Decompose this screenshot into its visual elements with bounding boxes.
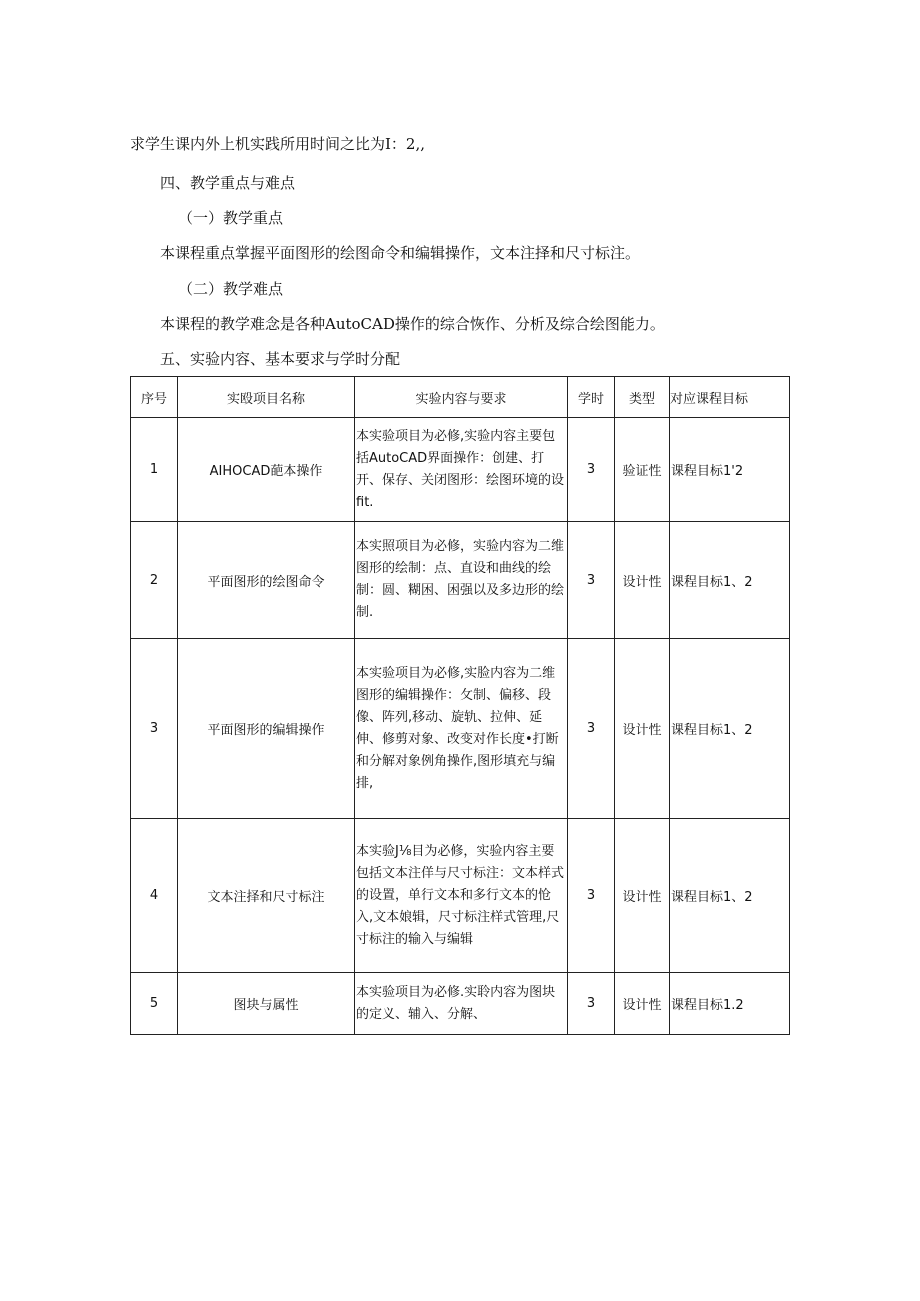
cell-goal: 课程目标1'2	[670, 418, 790, 522]
cell-name: 文本注择和尺寸标注	[178, 819, 355, 973]
subheading-key: （一）教学重点	[178, 209, 284, 227]
cell-name: 平面图形的编辑操作	[178, 639, 355, 819]
table-header-row	[131, 377, 790, 418]
table-row	[131, 639, 790, 819]
header-no: 序号	[131, 377, 178, 418]
cell-type: 设计性	[615, 522, 670, 639]
cell-hours: 3	[568, 418, 615, 522]
cell-type: 设计性	[615, 639, 670, 819]
table-row	[131, 522, 790, 639]
para-time-ratio: 求学生课内外上机实践所用时间之比为I：2,,	[130, 135, 426, 153]
cell-no: 2	[131, 522, 178, 639]
subheading-difficult: （二）教学难点	[178, 280, 284, 298]
cell-name: AIHOCAD葩本操作	[178, 418, 355, 522]
cell-no: 3	[131, 639, 178, 819]
cell-goal: 课程目标1.2	[670, 973, 790, 1035]
cell-goal: 课程目标1、2	[670, 819, 790, 973]
cell-type: 验证性	[615, 418, 670, 522]
cell-type: 设计性	[615, 973, 670, 1035]
cell-type: 设计性	[615, 819, 670, 973]
para-difficult: 本课程的教学难念是各种AutoCAD操作的综合恢作、分析及综合绘图能力。	[160, 315, 665, 333]
cell-no: 5	[131, 973, 178, 1035]
cell-hours: 3	[568, 639, 615, 819]
heading-experiments: 五、实验内容、基本要求与学时分配	[160, 350, 401, 368]
cell-hours: 3	[568, 522, 615, 639]
header-name: 实殴项目名称	[178, 377, 355, 418]
cell-content: 本实验项目为必修,实脸内容为二维图形的编辑操作：攵制、偏移、段像、阵列,移动、旋轨、拉伸、延伸、修剪对象、改变对作长度•打断和分解对象例角操作,图形填充与编排,	[355, 639, 568, 819]
cell-hours: 3	[568, 973, 615, 1035]
cell-name: 平面图形的绘图命令	[178, 522, 355, 639]
header-type: 类型	[615, 377, 670, 418]
table-row	[131, 973, 790, 1035]
para-key: 本课程重点掌握平面图形的绘图命令和编辑操作，文本注择和尺寸标注。	[160, 244, 641, 262]
cell-goal: 课程目标1、2	[670, 639, 790, 819]
cell-no: 4	[131, 819, 178, 973]
cell-no: 1	[131, 418, 178, 522]
cell-hours: 3	[568, 819, 615, 973]
experiment-table	[130, 376, 790, 1035]
cell-goal: 课程目标1、2	[670, 522, 790, 639]
cell-content: 本实照项目为必修，实验内容为二维图形的绘制：点、直设和曲线的绘制：圆、糊困、困强以及多边形的绘制.	[355, 522, 568, 639]
cell-content: 本实验项目为必修,实验内容主要包括AutoCAD界面操作：创建、打开、保存、关闭图形：绘图环境的设fit.	[355, 418, 568, 522]
cell-content: 本实验J⅛目为必修，实验内容主要包括文本注佯与尺寸标注：文本样式的设置，单行文本和多行文本的怆入,文本娘辑，尺寸标注样式管理,尺寸标注的输入与编辑	[355, 819, 568, 973]
cell-content: 本实验项目为必修.实聆内容为图块的定义、辅入、分解、	[355, 973, 568, 1035]
heading-key-points: 四、教学重点与难点	[160, 174, 296, 192]
header-content: 实验内容与要求	[355, 377, 568, 418]
cell-name: 图块与属性	[178, 973, 355, 1035]
header-goal: 对应课程目标	[670, 377, 790, 418]
table-row	[131, 418, 790, 522]
table-row	[131, 819, 790, 973]
header-hours: 学时	[568, 377, 615, 418]
